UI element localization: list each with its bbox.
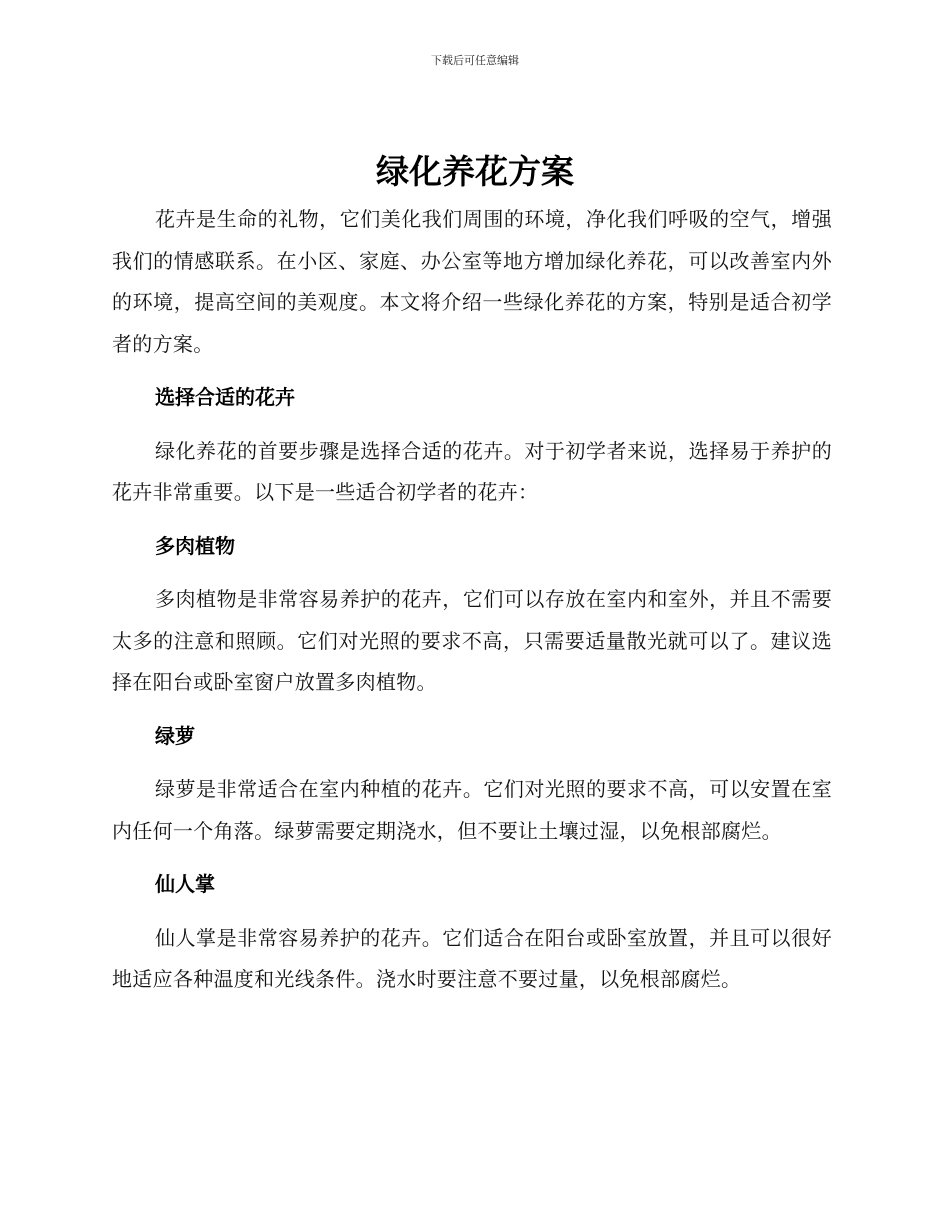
document-title: 绿化养花方案 <box>376 152 574 191</box>
section-heading-cactus: 仙人掌 <box>155 872 215 896</box>
section-heading-choose-flowers: 选择合适的花卉 <box>155 385 295 409</box>
section-body-choose-flowers: 绿化养花的首要步骤是选择合适的花卉。对于初学者来说，选择易于养护的花卉非常重要。以下是一些适合初学者的花卉： <box>112 438 832 504</box>
section-body-succulents: 多肉植物是非常容易养护的花卉，它们可以存放在室内和室外，并且不需要太多的注意和照顾。它们对光照的要求不高，只需要适量散光就可以了。建议选择在阳台或卧室窗户放置多肉植物。 <box>112 587 832 694</box>
document-body <box>112 199 832 1001</box>
intro-paragraph: 花卉是生命的礼物，它们美化我们周围的环境，净化我们呼吸的空气，增强我们的情感联系。在小区、家庭、办公室等地方增加绿化养花，可以改善室内外的环境，提高空间的美观度。本文将介绍一些绿化养花的方案，特别是适合初学者的方案。 <box>112 207 832 356</box>
section-heading-succulents: 多肉植物 <box>155 533 235 558</box>
page-header-note: 下载后可任意编辑 <box>431 54 519 67</box>
section-body-pothos: 绿萝是非常适合在室内种植的花卉。它们对光照的要求不高，可以安置在室内任何一个角落。绿萝需要定期浇水，但不要让土壤过湿，以免根部腐烂。 <box>112 777 832 843</box>
section-heading-pothos: 绿萝 <box>155 723 195 748</box>
section-body-cactus: 仙人掌是非常容易养护的花卉。它们适合在阳台或卧室放置，并且可以很好地适应各种温度和光线条件。浇水时要注意不要过量，以免根部腐烂。 <box>112 925 832 991</box>
